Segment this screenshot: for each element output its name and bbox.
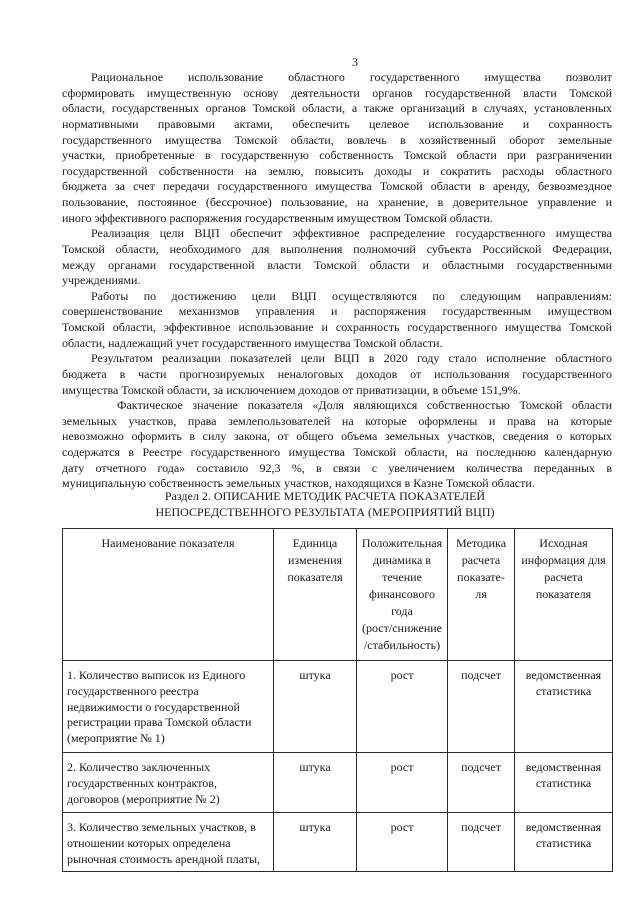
paragraph-line: земельных участков, права землепользователей на которые оформлены и права на которые bbox=[62, 413, 612, 428]
paragraph-line: содержатся в Реестре государственного имущества Томской области, на последнюю календарную bbox=[62, 445, 612, 459]
section-heading-line: Раздел 2. ОПИСАНИЕ МЕТОДИК РАСЧЕТА ПОКАЗАТЕЛЕЙ bbox=[164, 489, 486, 503]
column-header-line: динамика в bbox=[373, 553, 431, 567]
column-header-line: Наименование показателя bbox=[101, 536, 235, 550]
paragraph-line: совершенствование механизмов управления и распоряжения государственным имуществом bbox=[62, 304, 612, 319]
cell-line: статистика bbox=[535, 775, 592, 790]
paragraph-line: пользование, постоянное (бессрочное) пользование, на хранение, в доверительное управление и bbox=[62, 195, 612, 209]
body-paragraph bbox=[62, 398, 612, 492]
cell-line: рыночная стоимость арендной платы, bbox=[67, 851, 261, 866]
table-body bbox=[63, 661, 613, 872]
section-heading bbox=[50, 488, 600, 520]
column-header-line: изменения bbox=[287, 553, 343, 567]
cell-line: 3. Количество земельных участков, в bbox=[67, 820, 256, 834]
cell-line: договоров (мероприятие № 2) bbox=[67, 791, 220, 806]
table-head bbox=[63, 529, 613, 661]
paragraph-line: учреждениями. bbox=[62, 273, 141, 288]
paragraph-line: Результатом реализации показателей цели ВЦП в 2020 году стало исполнение областного bbox=[91, 351, 612, 366]
cell-unit bbox=[274, 753, 357, 813]
cell-line: отношении которых определена bbox=[67, 835, 231, 850]
cell-dynamics bbox=[357, 753, 448, 813]
column-header-line: расчета bbox=[461, 553, 501, 567]
paragraph-line: бюджета за счет передачи государственного имущества Томской области в аренду, безвозмездное bbox=[62, 179, 612, 194]
column-header-line: показателя bbox=[535, 587, 592, 601]
paragraph-line: сформировать имущественную основу деятельности органов государственной власти Томской bbox=[62, 85, 612, 100]
column-header-unit bbox=[274, 529, 357, 661]
column-header-indicator-name bbox=[63, 529, 274, 661]
paragraph-line: нормативными правовыми актами, обеспечить целевое использование и сохранность bbox=[62, 116, 612, 131]
paragraph-line: области, государственных органов Томской области, а также организаций в случаях, установленных bbox=[62, 101, 612, 116]
cell-line: статистика bbox=[535, 835, 592, 850]
paragraph-line: Томской области, необходимого для выполнения полномочий субъекта Российской Федерации, bbox=[62, 241, 612, 256]
column-header-line: показателя bbox=[287, 570, 343, 584]
column-header-source bbox=[515, 529, 613, 661]
section-heading-line: НЕПОСРЕДСТВЕННОГО РЕЗУЛЬТАТА (МЕРОПРИЯТИЙ ВЦП) bbox=[155, 505, 495, 519]
column-header-line: Методика bbox=[455, 536, 507, 550]
body-paragraph bbox=[62, 226, 612, 289]
cell-line: подсчет bbox=[461, 760, 501, 774]
paragraph-line: Томской области, эффективное использование и сохранность государственного имущества Томской bbox=[62, 320, 612, 334]
cell-source bbox=[515, 661, 613, 753]
paragraph-line: Реализация цели ВЦП обеспечит эффективное распределение государственного имущества bbox=[91, 226, 612, 241]
column-header-dynamics bbox=[357, 529, 448, 661]
paragraph-line: государственной собственности на землю, повысить доходы и сократить расходы областного bbox=[62, 163, 612, 178]
cell-indicator-name bbox=[63, 661, 274, 753]
paragraph-line: государственного имущества Томской области, вовлечь в хозяйственный оборот земельные bbox=[62, 132, 612, 147]
cell-method bbox=[448, 813, 515, 872]
cell-dynamics bbox=[357, 661, 448, 753]
table-row bbox=[63, 753, 613, 813]
cell-line: регистрации права Томской области bbox=[67, 715, 252, 730]
cell-line: государственного реестра bbox=[67, 683, 199, 698]
column-header-line: финансового bbox=[369, 587, 435, 601]
column-header-line: ля bbox=[475, 587, 487, 601]
cell-line: рост bbox=[390, 820, 414, 834]
paragraph-line: участки, приобретенные в государственную собственность Томской области при разграничении bbox=[62, 148, 612, 163]
cell-line: 2. Количество заключенных bbox=[67, 760, 211, 774]
body-paragraph bbox=[62, 70, 612, 226]
cell-line: (мероприятие № 1) bbox=[67, 731, 165, 746]
paragraph-line: имущества Томской области, за исключением доходов от приватизации, в объеме 151,9%. bbox=[62, 382, 521, 397]
body-text bbox=[62, 70, 612, 492]
indicators-table bbox=[62, 528, 613, 872]
table-row bbox=[63, 813, 613, 872]
cell-dynamics bbox=[357, 813, 448, 872]
column-header-line: /стабильность) bbox=[363, 638, 441, 652]
page-number: 3 bbox=[352, 55, 358, 69]
column-header-line: Единица bbox=[292, 536, 338, 550]
column-header-line: расчета bbox=[544, 570, 583, 584]
column-header-line: показате- bbox=[457, 570, 505, 584]
paragraph-line: иного эффективного распоряжения государственным имуществом Томской области. bbox=[62, 210, 493, 225]
cell-line: ведомственная bbox=[525, 760, 602, 774]
cell-line: штука bbox=[299, 760, 331, 774]
cell-line: государственных контрактов, bbox=[67, 775, 217, 790]
cell-unit bbox=[274, 661, 357, 753]
paragraph-line: области, надлежащий учет государственного имущества Томской области. bbox=[62, 335, 443, 350]
cell-line: рост bbox=[390, 760, 414, 774]
column-header-line: течение bbox=[382, 570, 422, 584]
column-header-line: Положительная bbox=[361, 536, 443, 550]
cell-line: штука bbox=[299, 668, 331, 682]
column-header-line: года bbox=[391, 604, 413, 618]
cell-line: ведомственная bbox=[525, 820, 602, 834]
cell-indicator-name bbox=[63, 753, 274, 813]
column-header-line: информация для bbox=[521, 553, 606, 567]
paragraph-line: между органами государственной власти Томской области и областными государственными bbox=[62, 257, 612, 272]
cell-source bbox=[515, 753, 613, 813]
cell-unit bbox=[274, 813, 357, 872]
cell-line: штука bbox=[299, 820, 331, 834]
cell-line: статистика bbox=[535, 683, 592, 698]
cell-line: рост bbox=[390, 668, 414, 682]
body-paragraph bbox=[62, 351, 612, 398]
cell-line: 1. Количество выписок из Единого bbox=[67, 668, 246, 682]
paragraph-line: бюджета в части прогнозируемых неналоговых доходов от использования государственного bbox=[62, 366, 612, 381]
cell-method bbox=[448, 753, 515, 813]
paragraph-line: Рациональное использование областного государственного имущества позволит bbox=[91, 70, 612, 84]
table-header-row bbox=[63, 529, 613, 661]
cell-line: ведомственная bbox=[525, 668, 602, 682]
body-paragraph bbox=[62, 289, 612, 352]
paragraph-line: невозможно оформить в силу закона, от общего объема земельных участков, сведения о которых bbox=[62, 429, 612, 444]
column-header-line: Исходная bbox=[539, 536, 588, 550]
paragraph-line: Работы по достижению цели ВЦП осуществляются по следующим направлениям: bbox=[91, 288, 612, 303]
paragraph-line: муниципальную собственность земельных участков, находящихся в Казне Томской области. bbox=[62, 476, 535, 491]
cell-line: недвижимости о государственной bbox=[67, 699, 240, 714]
column-header-method bbox=[448, 529, 515, 661]
cell-line: подсчет bbox=[461, 668, 501, 682]
paragraph-line: дату отчетного года» составило 92,3 %, в связи с увеличением количества переданных в bbox=[62, 460, 612, 475]
cell-method bbox=[448, 661, 515, 753]
column-header-line: (рост/снижение bbox=[362, 621, 442, 635]
cell-source bbox=[515, 813, 613, 872]
paragraph-line: Фактическое значение показателя «Доля являющихся собственностью Томской области bbox=[117, 398, 612, 413]
table-row bbox=[63, 661, 613, 753]
cell-indicator-name bbox=[63, 813, 274, 872]
cell-line: подсчет bbox=[461, 820, 501, 834]
